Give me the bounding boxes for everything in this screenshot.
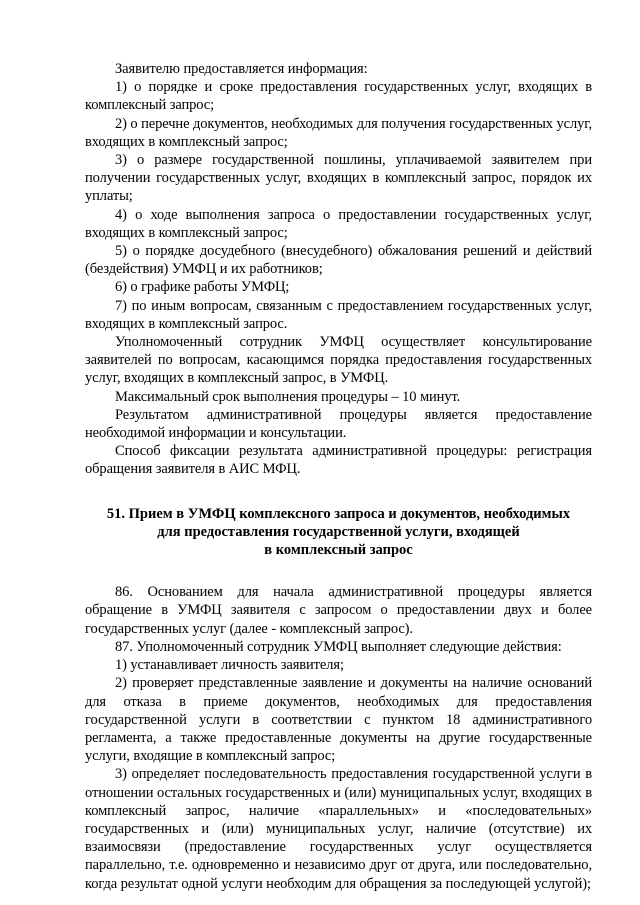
procedure-section bbox=[85, 583, 592, 892]
list-item-5: 5) о порядке досудебного (внесудебного) обжалования решений и действий (бездействия) УМФЦ и их работников; bbox=[85, 243, 592, 278]
list-item-7: 7) по иным вопросам, связанным с предоставлением государственных услуг, входящих в комплексный запрос. bbox=[85, 297, 592, 332]
list-item-1: 1) о порядке и сроке предоставления государственных услуг, входящих в комплексный запрос; bbox=[85, 79, 592, 114]
paragraph-fixation: Способ фиксации результата административной процедуры: регистрация обращения заявителя в АИС МФЦ. bbox=[85, 443, 592, 478]
action-item-3: 3) определяет последовательность предоставления государственной услуги в отношении остальных государственных и (или) муниципальных услуг, входящих в комплексный запрос, наличие «параллельных» и «последовательных» государственных и (или) муниципальных услуг, наличие (отсутствие) их взаимосвязи (предоставление государственных услуг осуществляется параллельно, т.е. одновременно и независимо друг от друга, или последовательно, когда результат одной услуги необходим для обращения за последующей услугой); bbox=[85, 766, 592, 892]
paragraph-consulting: Уполномоченный сотрудник УМФЦ осуществляет консультирование заявителей по вопросам, касающимся порядка предоставления государственных услуг, входящих в комплексный запрос, в УМФЦ. bbox=[85, 334, 592, 387]
paragraph-result: Результатом административной процедуры является предоставление необходимой информации и консультации. bbox=[85, 406, 592, 442]
section-heading-line-1: 51. Прием в УМФЦ комплексного запроса и документов, необходимых bbox=[106, 505, 571, 522]
paragraph-max-time: Максимальный срок выполнения процедуры – 10 минут. bbox=[115, 388, 461, 405]
list-item-2: 2) о перечне документов, необходимых для получения государственных услуг, входящих в комплексный запрос; bbox=[85, 115, 592, 150]
list-item-4: 4) о ходе выполнения запроса о предоставлении государственных услуг, входящих в комплексный запрос; bbox=[85, 206, 592, 241]
paragraph-intro: Заявителю предоставляется информация: bbox=[115, 61, 368, 77]
section-heading-line-3: в комплексный запрос bbox=[264, 542, 413, 559]
list-item-6: 6) о графике работы УМФЦ; bbox=[115, 279, 290, 296]
action-item-1: 1) устанавливает личность заявителя; bbox=[115, 657, 344, 674]
paragraph-86: 86. Основанием для начала административной процедуры является обращение в УМФЦ заявителя с запросом о предоставлении двух и более государственных услуг (далее - комплексный запрос). bbox=[85, 584, 592, 637]
list-item-3: 3) о размере государственной пошлины, уплачиваемой заявителем при получении государственных услуг, входящих в комплексный запрос, порядок их уплаты; bbox=[85, 152, 592, 205]
section-heading-line-2: для предоставления государственной услуги, входящей bbox=[157, 523, 520, 540]
section-heading bbox=[85, 505, 592, 560]
info-section bbox=[85, 60, 592, 479]
paragraph-87: 87. Уполномоченный сотрудник УМФЦ выполняет следующие действия: bbox=[115, 638, 562, 655]
action-item-2: 2) проверяет представленные заявление и документы на наличие оснований для отказа в приеме документов, необходимых для предоставления государственной услуги в соответствии с пунктом 18 административного регламента, а также предоставленные документы на другие государственные услуги, входящие в комплексный запрос; bbox=[85, 675, 592, 765]
